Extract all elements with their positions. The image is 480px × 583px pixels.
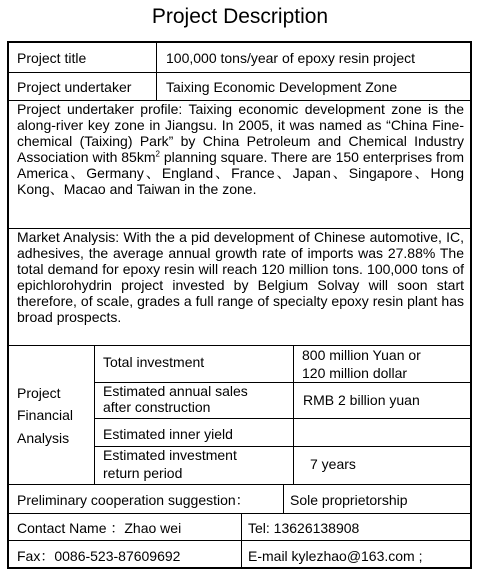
email-address: E-mail kylezhao@163.com ; xyxy=(248,548,423,564)
total-investment-value-line1: 800 million Yuan or xyxy=(302,347,421,363)
document-title: Project Description xyxy=(151,5,329,28)
project-undertaker-value: Taixing Economic Development Zone xyxy=(166,79,398,95)
return-period-value: 7 years xyxy=(310,456,356,472)
cooperation-value: Sole proprietorship xyxy=(290,492,408,508)
annual-sales-value: RMB 2 billion yuan xyxy=(303,392,420,408)
undertaker-profile-text xyxy=(17,101,464,197)
contact-name: Contact Name ：Zhao wei xyxy=(17,520,182,536)
inner-yield-label: Estimated inner yield xyxy=(103,426,233,442)
column-divider xyxy=(283,484,284,513)
return-period-label-line2: return period xyxy=(103,465,183,481)
profile-text-rest: planning square. There are 150 enterprises from America、Germany、England、France、Japan、Singapore、Hong Kong、Macao and Taiwan in the zone. xyxy=(17,149,464,197)
row-divider xyxy=(94,418,472,419)
column-divider xyxy=(156,41,157,100)
superscript-two: 2 xyxy=(155,149,160,159)
project-title-value: 100,000 tons/year of epoxy resin project xyxy=(166,50,416,66)
financial-label-line1: Project xyxy=(17,385,61,401)
return-period-label-line1: Estimated investment xyxy=(103,447,237,463)
row-divider xyxy=(7,540,472,541)
market-analysis-text: Market Analysis: With the a pid development of Chinese automotive, IC, adhesives, the average annual growth rate of imports was 27.88% The total demand for epoxy resin will reach 120 million tons. 100,000 tons of epichlorohydrin project invested by Belgium Solvay will soon start therefore, of scale, grades a full range of specialty epoxy resin plant has broad prospects. xyxy=(17,229,464,325)
fax-number: Fax：0086-523-87609692 xyxy=(17,548,181,564)
annual-sales-label-line2: after construction xyxy=(103,399,211,415)
column-divider xyxy=(293,345,294,484)
row-divider xyxy=(7,345,472,346)
financial-label-line3: Analysis xyxy=(17,430,70,446)
total-investment-label: Total investment xyxy=(103,354,205,370)
column-divider xyxy=(94,345,95,484)
cooperation-label: Preliminary cooperation suggestion： xyxy=(17,492,250,508)
contact-tel: Tel: 13626138908 xyxy=(248,520,360,536)
row-divider xyxy=(7,484,472,485)
total-investment-value-line2: 120 million dollar xyxy=(302,365,408,381)
financial-label-line2: Financial xyxy=(17,407,74,423)
row-divider xyxy=(7,513,472,514)
project-undertaker-label: Project undertaker xyxy=(17,79,132,95)
project-title-label: Project title xyxy=(17,50,87,66)
profile-text-main: Project undertaker profile: Taixing economic development zone is the along-river key zone in Jiangsu. In 2005, it was named as “China Fine-chemical (Taixing) Park” by China Petroleum and Chemical Industry Association with 85km xyxy=(17,101,464,165)
column-divider xyxy=(241,513,242,569)
row-divider xyxy=(7,72,472,73)
annual-sales-label-line1: Estimated annual sales xyxy=(103,383,248,399)
